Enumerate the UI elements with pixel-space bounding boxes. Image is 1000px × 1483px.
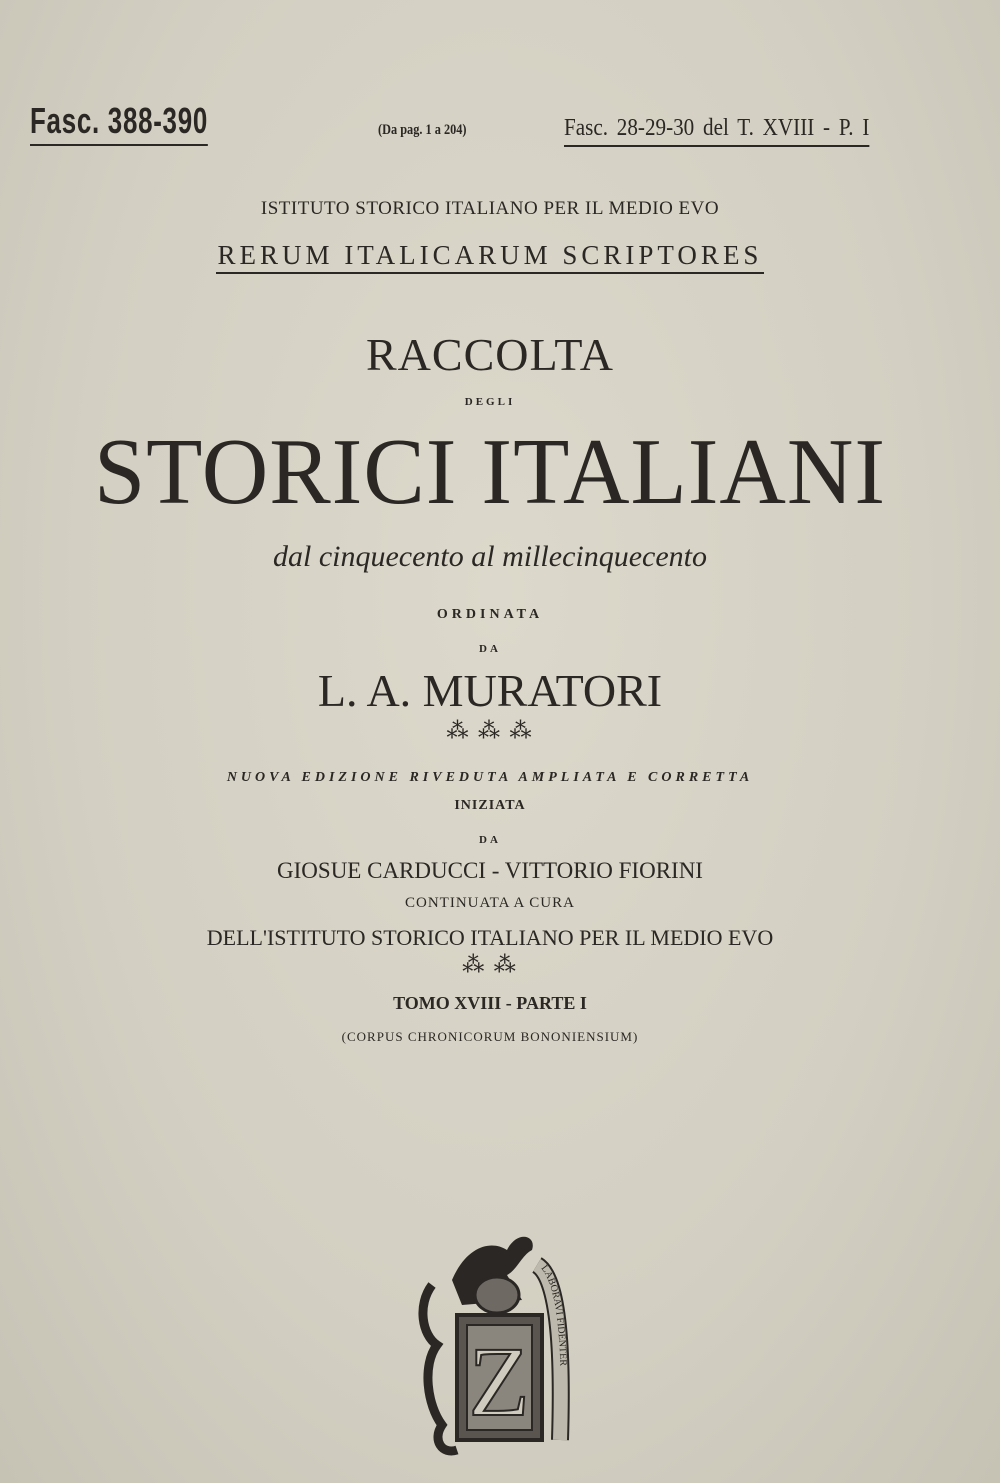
series-title [0,240,980,271]
page-range: (Da pag. 1 a 204) [378,122,467,138]
author: L. A. MURATORI [317,665,663,716]
ordinata-label: ORDINATA [436,607,544,622]
main-title: STORICI ITALIANI [93,420,887,524]
volume-tomo: TOMO XVIII - PARTE I [393,993,587,1013]
da-label: DA [479,643,501,655]
title-connector: DEGLI [464,396,516,408]
series-text: RERUM ITALICARUM SCRIPTORES [216,240,765,274]
edition-description: NUOVA EDIZIONE RIVEDUTA AMPLIATA E CORRETTA [226,770,754,785]
logo-motto: LABORAVI FIDENTER [538,1263,569,1367]
ornament-double-icon: ⁂ ⁂ [462,952,518,977]
da-label-2: DA [479,834,501,846]
publisher-emblem-logo [412,1225,572,1460]
logo-letter: Z [468,1326,530,1437]
iniziata-label: INIZIATA [454,798,526,813]
fascicle-volume: Fasc. 28-29-30 del T. XVIII - P. I [564,115,869,147]
continuata-label: CONTINUATA A CURA [405,895,575,911]
editors: GIOSUE CARDUCCI - VITTORIO FIORINI [277,858,703,883]
publisher: ISTITUTO STORICO ITALIANO PER IL MEDIO EVO [260,198,720,219]
title-line1: RACCOLTA [366,329,614,380]
volume-corpus: (CORPUS CHRONICORUM BONONIENSIUM) [341,1029,639,1044]
subtitle: dal cinquecento al millecinquecento [272,540,708,573]
fascicle-number: Fasc. 388-390 [30,100,208,146]
continuing-institute: DELL'ISTITUTO STORICO ITALIANO PER IL MEDIO EVO [206,925,774,950]
ornament-triple-icon: ⁂ ⁂ ⁂ [446,718,534,743]
